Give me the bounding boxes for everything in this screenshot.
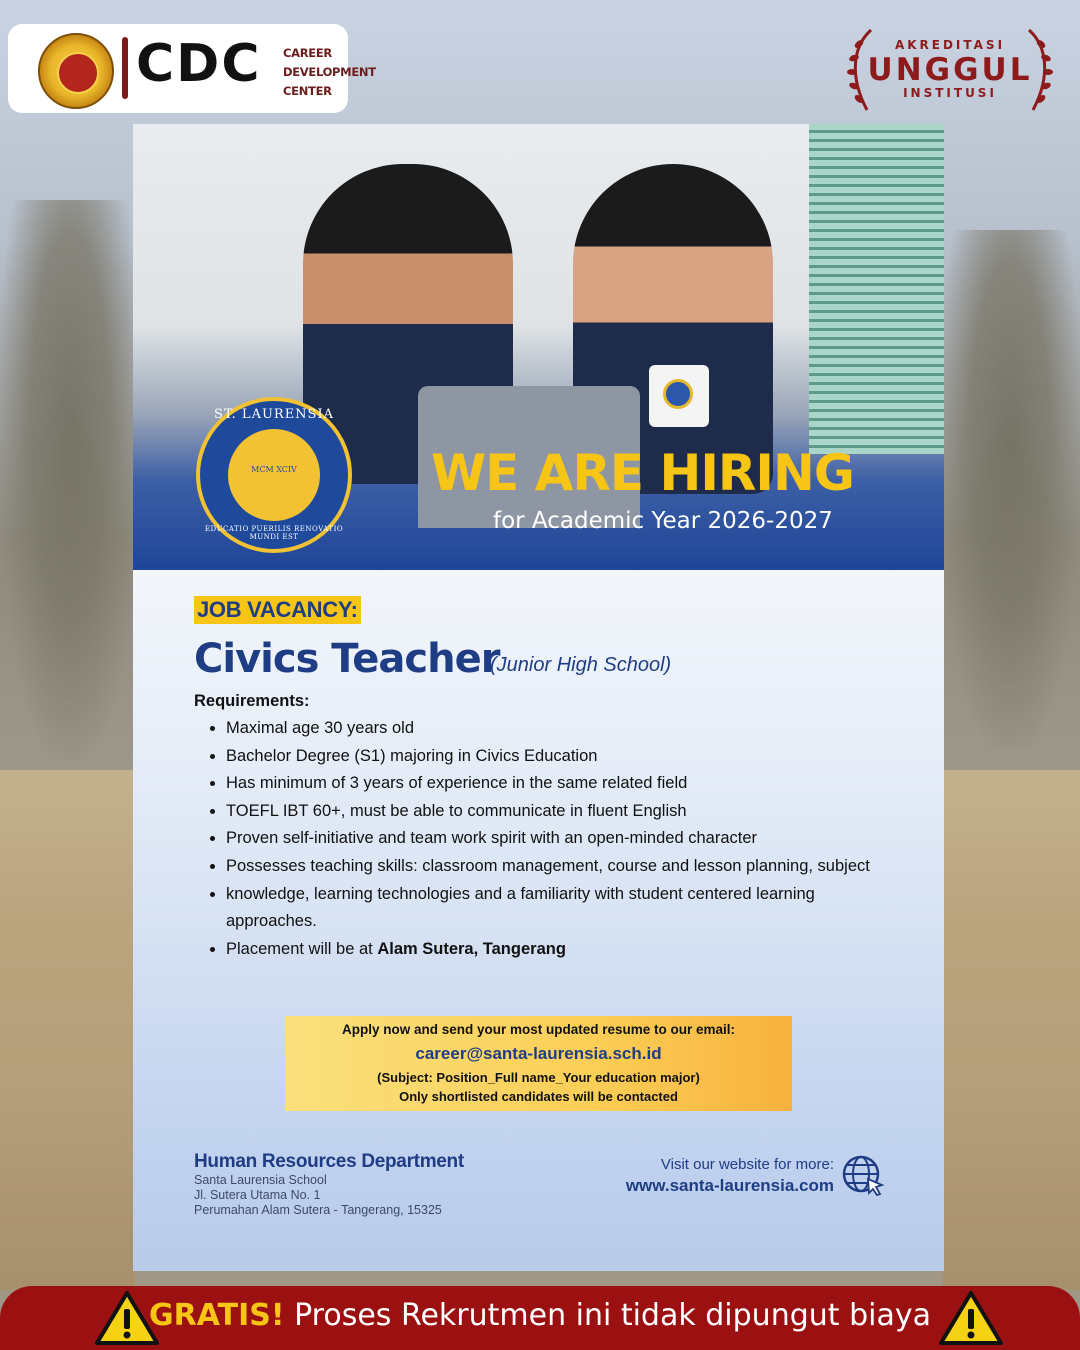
background-building-right xyxy=(943,770,1080,1290)
job-vacancy-label: JOB VACANCY: xyxy=(194,596,361,624)
background-trees-left xyxy=(0,200,140,760)
hr-address-line: Jl. Sutera Utama No. 1 xyxy=(194,1188,321,1202)
website-info xyxy=(626,1156,834,1196)
akreditasi-label: AKREDITASI xyxy=(894,38,1006,52)
requirement-item-placement xyxy=(226,936,906,964)
warning-icon xyxy=(94,1290,160,1346)
hr-address-line: Santa Laurensia School xyxy=(194,1173,327,1187)
cdc-line-1: CAREER xyxy=(283,46,332,60)
cdc-subtitle xyxy=(283,44,376,101)
placement-location: Alam Sutera, Tangerang xyxy=(377,939,566,958)
website-link[interactable]: www.santa-laurensia.com xyxy=(625,1176,834,1195)
warning-icon xyxy=(938,1290,1004,1346)
job-level: (Junior High School) xyxy=(490,654,672,676)
seal-year-text: MCM XCIV xyxy=(251,465,297,474)
requirement-item: • Bachelor Degree (S1) majoring in Civics Education xyxy=(226,743,906,771)
academic-year: for Academic Year 2026-2027 xyxy=(493,508,833,534)
apply-shortlist-note: Only shortlisted candidates will be contacted xyxy=(399,1089,678,1104)
background-building-left xyxy=(0,770,135,1290)
institusi-label: INSTITUSI xyxy=(903,86,997,100)
cdc-logo-text: CDC xyxy=(136,34,262,94)
hr-contact xyxy=(194,1151,464,1218)
requirements-list xyxy=(206,715,906,963)
seal-motto-text: EDUCATIO PUERILIS RENOVATIO MUNDI EST xyxy=(204,525,344,541)
requirement-item: • Maximal age 30 years old xyxy=(226,715,906,743)
globe-cursor-icon xyxy=(841,1154,885,1198)
gratis-label: GRATIS! xyxy=(149,1298,285,1333)
mug xyxy=(649,365,709,427)
cdc-line-3: CENTER xyxy=(283,84,332,98)
requirement-item: • knowledge, learning technologies and a familiarity with student centered learning approaches. xyxy=(226,881,906,936)
requirements-title: Requirements: xyxy=(194,692,310,710)
hero-photo xyxy=(133,124,944,570)
requirement-item: • Proven self-initiative and team work spirit with an open-minded character xyxy=(226,825,906,853)
cdc-line-2: DEVELOPMENT xyxy=(283,65,376,79)
window-blinds xyxy=(809,124,944,454)
seal-top-text: ST. LAURENSIA xyxy=(214,407,334,422)
background-trees-right xyxy=(940,230,1080,750)
free-recruitment-banner xyxy=(0,1286,1080,1350)
requirement-item: • Possesses teaching skills: classroom management, course and lesson planning, subject xyxy=(226,853,906,881)
apply-subject-format: (Subject: Position_Full name_Your education major) xyxy=(377,1070,700,1085)
requirement-item: • TOEFL IBT 60+, must be able to communicate in fluent English xyxy=(226,798,906,826)
banner-text xyxy=(0,1298,1080,1333)
st-laurensia-seal xyxy=(196,397,352,553)
vacancy-content xyxy=(133,570,944,1271)
apply-box xyxy=(285,1016,792,1111)
cdc-divider xyxy=(122,37,128,99)
hr-title: Human Resources Department xyxy=(194,1151,464,1172)
job-title: Civics Teacher xyxy=(194,636,500,682)
placement-prefix: Placement will be at xyxy=(226,939,378,958)
university-seal-icon xyxy=(38,33,114,109)
requirement-item: • Has minimum of 3 years of experience in the same related field xyxy=(226,770,906,798)
apply-instruction: Apply now and send your most updated resume to our email: xyxy=(341,1022,736,1037)
hiring-title: WE ARE HIRING xyxy=(431,444,854,502)
banner-message: Proses Rekrutmen ini tidak dipungut biaya xyxy=(284,1298,931,1333)
akreditasi-badge xyxy=(845,26,1055,114)
website-label: Visit our website for more: xyxy=(660,1156,834,1173)
unggul-label: UNGGUL xyxy=(867,52,1033,88)
hr-address-line: Perumahan Alam Sutera - Tangerang, 15325 xyxy=(194,1203,442,1217)
apply-email-link[interactable]: career@santa-laurensia.sch.id xyxy=(415,1044,662,1063)
job-poster xyxy=(133,124,944,1271)
laurel-right-icon xyxy=(1025,26,1055,114)
